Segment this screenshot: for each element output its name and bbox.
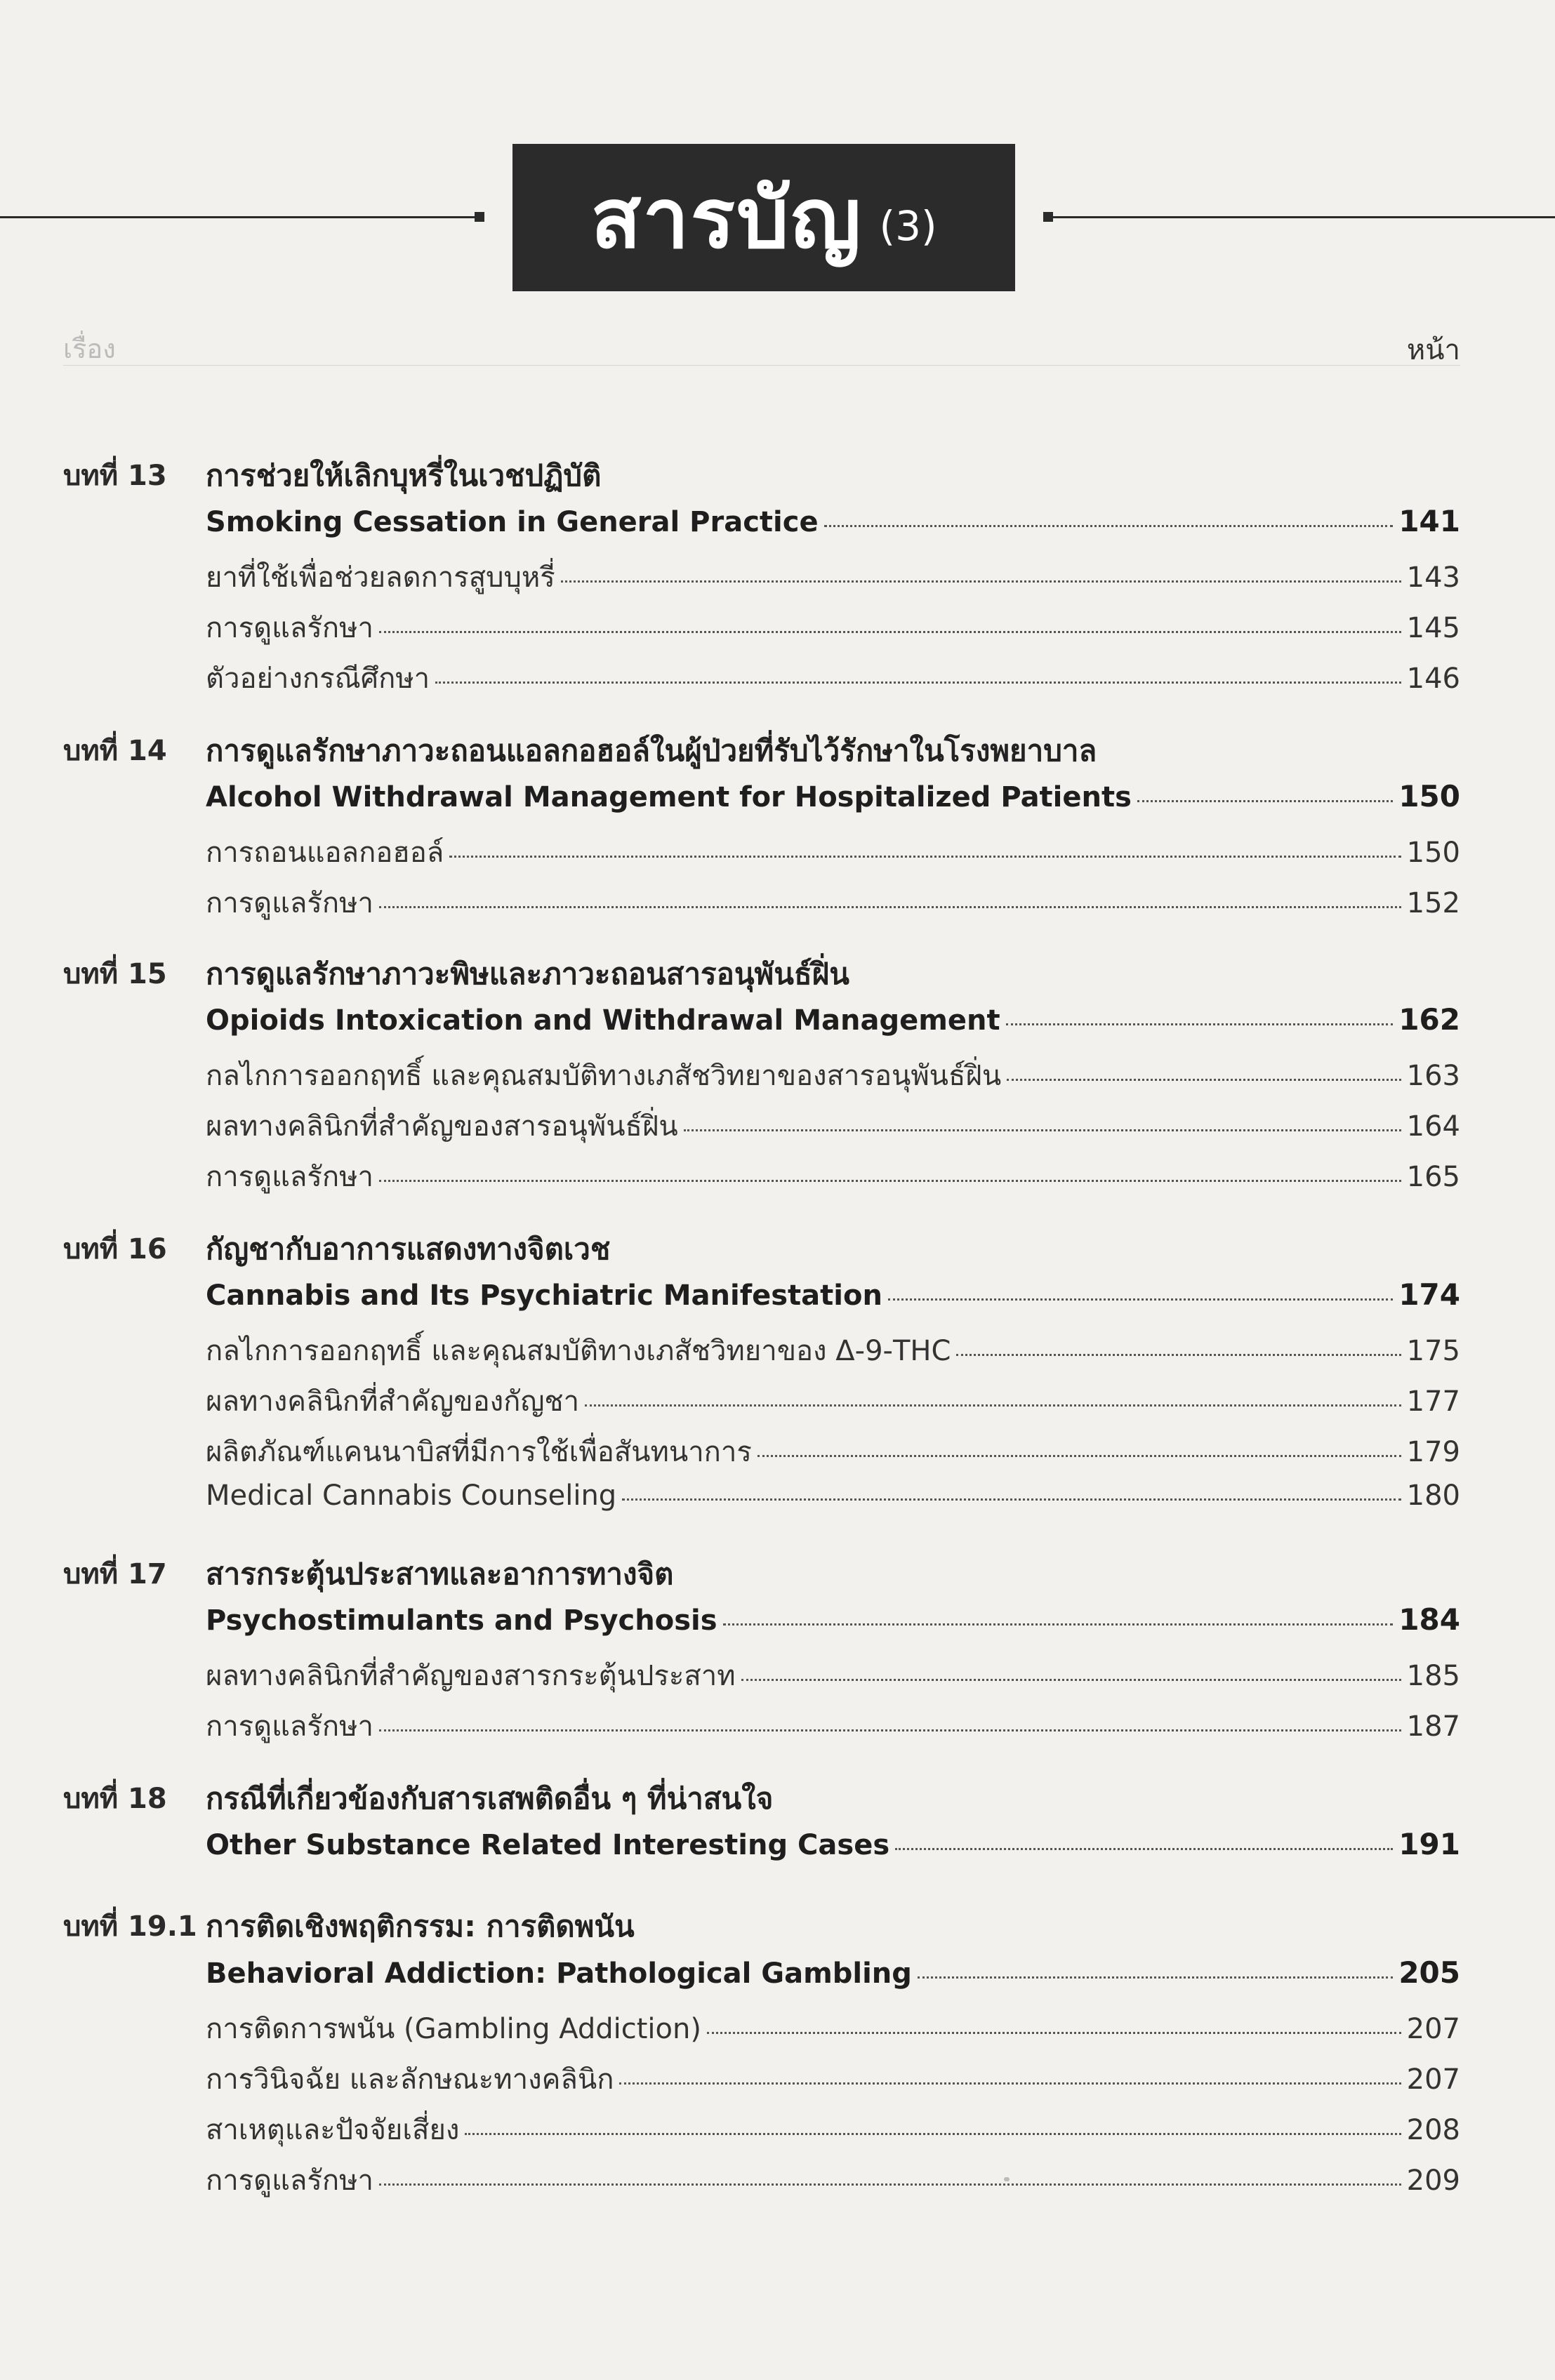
toc-entry-row <box>206 1480 1460 1512</box>
chapter-english-title-row <box>206 1002 1460 1037</box>
dot-leader <box>622 1498 1401 1501</box>
page-number: (3) <box>879 202 937 250</box>
chapter-english-title-row <box>206 504 1460 538</box>
entry-page-number: 165 <box>1406 1161 1460 1193</box>
dot-leader <box>888 1298 1393 1301</box>
chapter-label: บทที่ 19.1 <box>63 1910 197 1943</box>
dot-leader <box>561 580 1401 583</box>
entry-text: การวินิจฉัย และลักษณะทางคลินิก <box>206 2063 614 2096</box>
chapter-thai-title: กัญชากับอาการแสดงทางจิตเวช <box>206 1232 611 1266</box>
toc-entry-row <box>206 554 1460 599</box>
entry-text: Medical Cannabis Counseling <box>206 1480 617 1512</box>
topic-column-label: เรื่อง <box>63 333 116 364</box>
chapter-label: บทที่ 16 <box>63 1233 167 1265</box>
entry-text: กลไกการออกฤทธิ์ และคุณสมบัติทางเภสัชวิทยาของ Δ-9-THC <box>206 1335 951 1367</box>
dot-leader <box>449 856 1401 858</box>
entry-page-number: 174 <box>1398 1277 1460 1312</box>
dot-leader <box>379 1729 1401 1731</box>
chapter-label: บทที่ 14 <box>63 735 167 767</box>
dot-leader <box>918 1976 1393 1979</box>
toc-entry-row <box>206 605 1460 650</box>
toc-entry-row <box>206 2056 1460 2101</box>
entry-text: การติดการพนัน (Gambling Addiction) <box>206 2013 701 2045</box>
toc-entry-row <box>206 1328 1460 1373</box>
chapter-english-title-row <box>206 1602 1460 1637</box>
entry-page-number: 150 <box>1398 779 1460 813</box>
dot-leader <box>379 1180 1401 1182</box>
dot-leader <box>956 1354 1401 1356</box>
toc-entry-row <box>206 830 1460 875</box>
dot-leader <box>1137 800 1393 802</box>
title-box <box>512 144 1015 291</box>
page-title: สารบัญ <box>590 170 863 267</box>
dot-leader <box>707 2032 1401 2034</box>
entry-text: การดูแลรักษา <box>206 1161 373 1193</box>
entry-text: ผลทางคลินิกที่สำคัญของกัญชา <box>206 1385 580 1418</box>
entry-text: Behavioral Addiction: Pathological Gambling <box>206 1957 912 1990</box>
chapter-label: บทที่ 18 <box>63 1783 167 1815</box>
entry-page-number: 179 <box>1406 1436 1460 1468</box>
entry-page-number: 184 <box>1398 1602 1460 1637</box>
entry-page-number: 209 <box>1406 2165 1460 2197</box>
title-rule-right <box>1053 216 1555 218</box>
toc-entry-row <box>206 1154 1460 1199</box>
toc-entry-row <box>206 2107 1460 2152</box>
entry-text: การถอนแอลกอฮอล์ <box>206 837 444 869</box>
entry-page-number: 180 <box>1406 1480 1460 1512</box>
dot-leader <box>684 1129 1401 1131</box>
paper-speck <box>1004 2177 1010 2181</box>
entry-text: Cannabis and Its Psychiatric Manifestation <box>206 1279 882 1312</box>
entry-text: Opioids Intoxication and Withdrawal Management <box>206 1004 1000 1037</box>
entry-text: การดูแลรักษา <box>206 887 373 919</box>
entry-page-number: 143 <box>1406 561 1460 594</box>
toc-entry-row <box>206 1653 1460 1698</box>
dot-leader <box>757 1455 1401 1457</box>
entry-text: การดูแลรักษา <box>206 2165 373 2197</box>
toc-entry-row <box>206 1053 1460 1098</box>
entry-page-number: 152 <box>1406 887 1460 919</box>
chapter-english-title-row <box>206 1277 1460 1312</box>
toc-entry-row <box>206 880 1460 925</box>
toc-entry-row <box>206 1103 1460 1148</box>
dot-leader <box>379 2183 1401 2186</box>
title-rule-left-end <box>475 212 484 222</box>
entry-page-number: 146 <box>1406 663 1460 695</box>
entry-text: Other Substance Related Interesting Cases <box>206 1829 890 1861</box>
dot-leader <box>379 906 1401 908</box>
entry-page-number: 207 <box>1406 2063 1460 2096</box>
entry-text: สาเหตุและปัจจัยเสี่ยง <box>206 2114 460 2146</box>
chapter-thai-title: สารกระตุ้นประสาทและอาการทางจิต <box>206 1557 674 1591</box>
toc-entry-row <box>206 656 1460 700</box>
entry-text: ผลทางคลินิกที่สำคัญของสารอนุพันธ์ฝิ่น <box>206 1110 678 1143</box>
entry-page-number: 145 <box>1406 612 1460 644</box>
chapter-thai-title: การดูแลรักษาภาวะถอนแอลกอฮอล์ในผู้ป่วยที่รับไว้รักษาในโรงพยาบาล <box>206 733 1097 768</box>
entry-page-number: 205 <box>1398 1955 1460 1990</box>
dot-leader <box>741 1679 1401 1681</box>
entry-page-number: 162 <box>1398 1002 1460 1037</box>
entry-page-number: 163 <box>1406 1060 1460 1092</box>
entry-text: กลไกการออกฤทธิ์ และคุณสมบัติทางเภสัชวิทยาของสารอนุพันธ์ฝิ่น <box>206 1060 1002 1092</box>
entry-page-number: 141 <box>1398 504 1460 538</box>
dot-leader <box>1006 1023 1394 1025</box>
entry-text: Psychostimulants and Psychosis <box>206 1604 717 1637</box>
entry-page-number: 175 <box>1406 1335 1460 1367</box>
entry-text: ยาที่ใช้เพื่อช่วยลดการสูบบุหรี่ <box>206 561 555 594</box>
dot-leader <box>619 2082 1401 2085</box>
entry-page-number: 187 <box>1406 1710 1460 1743</box>
title-banner <box>0 144 1555 291</box>
entry-page-number: 191 <box>1398 1827 1460 1861</box>
entry-text: ตัวอย่างกรณีศึกษา <box>206 663 430 695</box>
entry-text: Smoking Cessation in General Practice <box>206 506 819 538</box>
entry-text: ผลทางคลินิกที่สำคัญของสารกระตุ้นประสาท <box>206 1660 736 1692</box>
dot-leader <box>723 1623 1394 1626</box>
dot-leader <box>585 1404 1401 1407</box>
entry-page-number: 207 <box>1406 2013 1460 2045</box>
toc-entry-row <box>206 1378 1460 1423</box>
dot-leader <box>895 1848 1393 1850</box>
entry-page-number: 208 <box>1406 2114 1460 2146</box>
entry-text: การดูแลรักษา <box>206 1710 373 1743</box>
title-rule-right-end <box>1043 212 1053 222</box>
chapter-thai-title: กรณีที่เกี่ยวข้องกับสารเสพติดอื่น ๆ ที่น่าสนใจ <box>206 1781 774 1816</box>
chapter-thai-title: การดูแลรักษาภาวะพิษและภาวะถอนสารอนุพันธ์ฝิ่น <box>206 957 849 991</box>
entry-page-number: 177 <box>1406 1385 1460 1418</box>
dot-leader <box>1007 1079 1401 1081</box>
entry-page-number: 150 <box>1406 837 1460 869</box>
toc-entry-row <box>206 1429 1460 1474</box>
dot-leader <box>435 682 1401 684</box>
toc-entry-row <box>206 2006 1460 2051</box>
title-rule-left <box>0 216 477 218</box>
chapter-label: บทที่ 13 <box>63 460 167 492</box>
dot-leader <box>379 631 1401 633</box>
toc-entry-row <box>206 2158 1460 2202</box>
chapter-label: บทที่ 15 <box>63 958 167 990</box>
entry-page-number: 185 <box>1406 1660 1460 1692</box>
column-header <box>63 323 1460 366</box>
chapter-thai-title: การช่วยให้เลิกบุหรี่ในเวชปฏิบัติ <box>206 458 602 493</box>
chapter-english-title-row <box>206 779 1460 813</box>
page-column-label: หน้า <box>1406 334 1460 366</box>
entry-text: การดูแลรักษา <box>206 612 373 644</box>
chapter-thai-title: การติดเชิงพฤติกรรม: การติดพนัน <box>206 1909 635 1943</box>
dot-leader <box>824 525 1394 527</box>
toc-entry-row <box>206 1703 1460 1748</box>
entry-page-number: 164 <box>1406 1110 1460 1143</box>
dot-leader <box>465 2133 1401 2135</box>
chapter-english-title-row <box>206 1955 1460 1990</box>
entry-text: Alcohol Withdrawal Management for Hospitalized Patients <box>206 781 1132 813</box>
chapter-label: บทที่ 17 <box>63 1558 167 1590</box>
entry-text: ผลิตภัณฑ์แคนนาบิสที่มีการใช้เพื่อสันทนาการ <box>206 1436 752 1468</box>
chapter-english-title-row <box>206 1827 1460 1861</box>
